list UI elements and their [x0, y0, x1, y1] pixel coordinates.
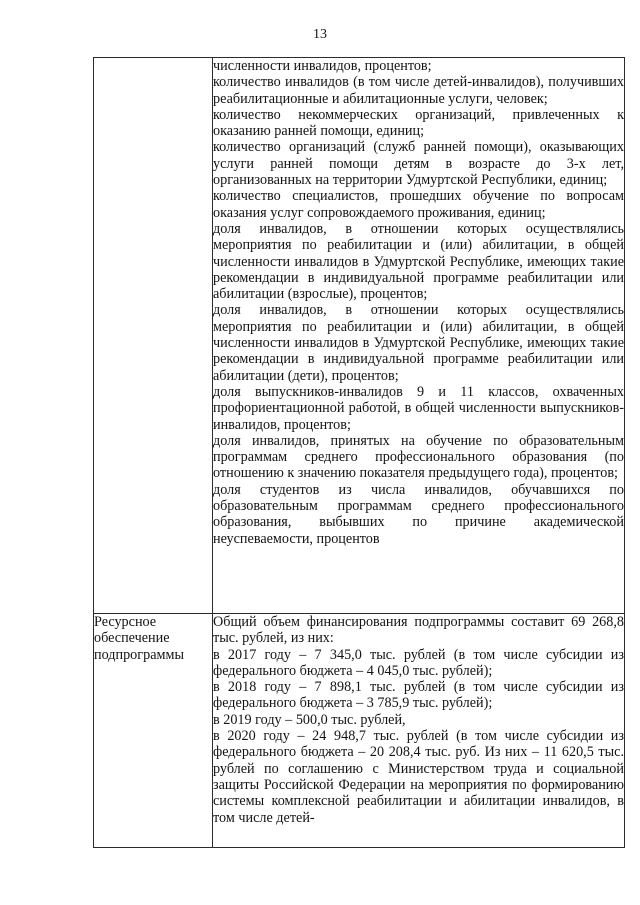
indicator-item: количество инвалидов (в том числе детей-инвалидов), получивших реабилитационные и абилитационные услуги, человек; [213, 74, 624, 107]
indicator-item: доля выпускников-инвалидов 9 и 11 классов, охваченных профориентационной работой, в общей численности выпускников-инвалидов, процентов; [213, 383, 624, 433]
indicator-item: численности инвалидов, процентов; [213, 58, 432, 74]
row-label-resources: Ресурсное обеспечение подпрограммы [94, 614, 213, 848]
indicator-item: количество специалистов, прошедших обучение по вопросам оказания услуг сопровождаемого проживания, единиц; [213, 188, 624, 221]
indicator-item: доля инвалидов, в отношении которых осуществлялись мероприятия по реабилитации и (или) абилитации, в общей численности инвалидов в Удмуртской Республике, имеющих такие рекомендации в индивидуальной программе реабилитации или абилитации (взрослые), процентов; [213, 220, 624, 303]
indicator-item: количество некоммерческих организаций, привлеченных к оказанию ранней помощи, единиц; [213, 106, 624, 140]
funding-item: в 2019 году – 500,0 тыс. рублей, [213, 711, 406, 728]
funding-item: в 2020 году – 24 948,7 тыс. рублей (в том числе субсидии из федерального бюджета – 20 208,4 тыс. руб. Из них – 11 620,5 тыс. рублей по соглашению с Министерством труда и социальной защиты Российской Федерации на мероприятия по формированию системы комплексной реабилитации и абилитации инвалидов, в том числе детей- [213, 728, 624, 826]
funding-item: Общий объем финансирования подпрограммы составит 69 268,8 тыс. рублей, из них: [213, 614, 624, 647]
row-content-indicators [213, 58, 625, 614]
indicator-item: доля инвалидов, в отношении которых осуществлялись мероприятия по реабилитации и (или) абилитации, в общей численности инвалидов в Удмуртской Республике, имеющих такие рекомендации в индивидуальной программе реабилитации или абилитации (дети), процентов; [213, 302, 624, 384]
table-row-indicators [94, 58, 625, 614]
indicator-item: доля инвалидов, принятых на обучение по образовательным программам среднего профессионального образования (по отношению к значению показателя предыдущего года), процентов; [213, 432, 624, 482]
funding-item: в 2018 году – 7 898,1 тыс. рублей (в том числе субсидии из федерального бюджета – 3 785,9 тыс. рублей); [213, 679, 624, 712]
row-label-indicators [94, 58, 213, 614]
passport-table [93, 57, 625, 848]
page-number: 13 [313, 27, 327, 42]
funding-item: в 2017 году – 7 345,0 тыс. рублей (в том числе субсидии из федерального бюджета – 4 045,0 тыс. рублей); [213, 646, 624, 679]
indicator-item: доля студентов из числа инвалидов, обучавшихся по образовательным программам среднего профессионального образования, выбывших по причине академической неуспеваемости, процентов [213, 481, 624, 547]
indicator-item: количество организаций (служб ранней помощи), оказывающих услуги ранней помощи детям в возрасте до 3-х лет, организованных на территории Удмуртской Республики, единиц; [213, 139, 624, 189]
table-row-resources [94, 614, 625, 848]
row-content-resources [213, 614, 625, 848]
